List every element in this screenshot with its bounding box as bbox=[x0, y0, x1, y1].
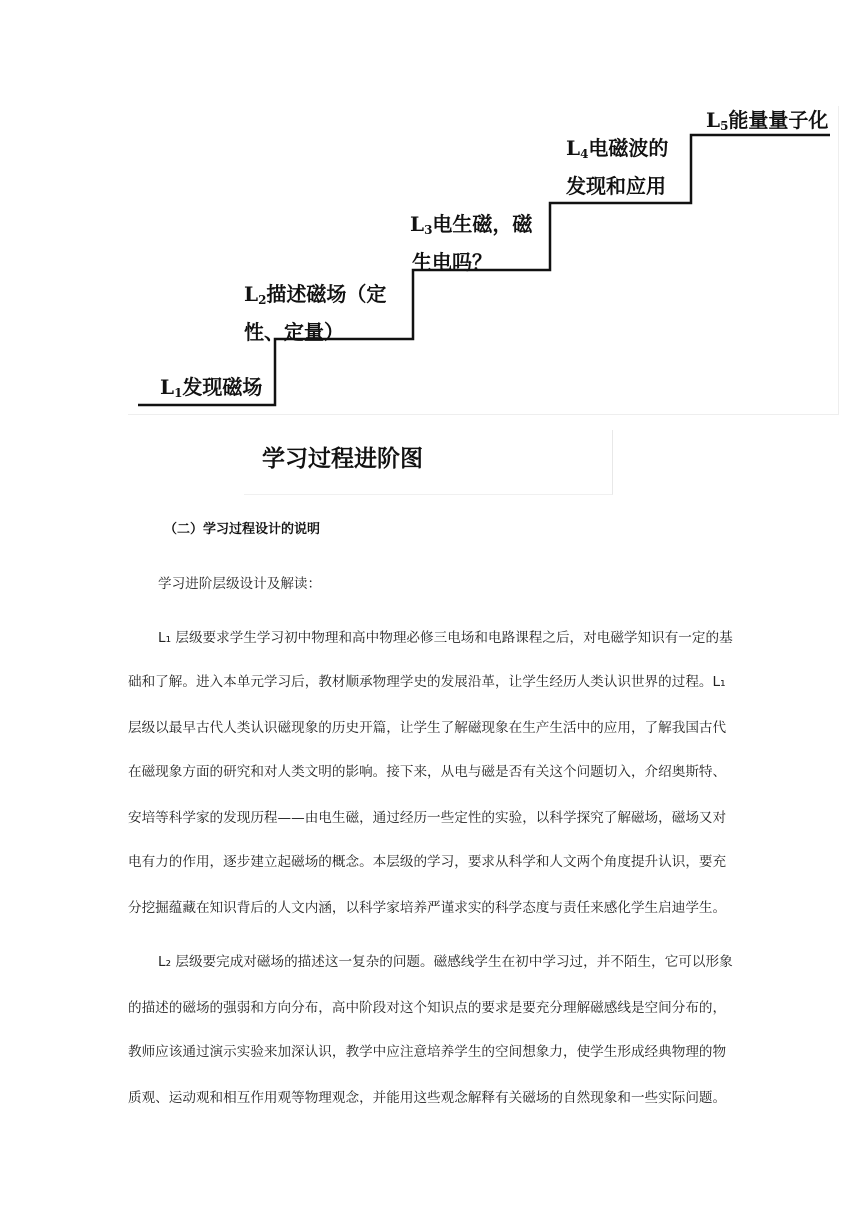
section-intro: 学习进阶层级设计及解读： bbox=[158, 576, 322, 592]
paragraph-line: L₂ 层级要完成对磁场的描述这一复杂的问题。磁感线学生在初中学习过，并不陌生，它可以形象 bbox=[158, 954, 733, 970]
diagram-caption: 学习过程进阶图 bbox=[262, 445, 423, 472]
section-title: （二）学习过程设计的说明 bbox=[164, 522, 321, 537]
staircase-diagram bbox=[128, 106, 839, 415]
paragraph-line: 质观、运动观和相互作用观等物理观念，并能用这些观念解释有关磁场的自然现象和一些实际问题。 bbox=[128, 1090, 727, 1106]
level-1-label: $L_1$发现磁场 bbox=[160, 375, 263, 400]
paragraph-line: L₁ 层级要求学生学习初中物理和高中物理必修三电场和电路课程之后，对电磁学知识有一定的基 bbox=[158, 630, 733, 646]
paragraph-line: 电有力的作用，逐步建立起磁场的概念。本层级的学习，要求从科学和人文两个角度提升认识，要充 bbox=[128, 854, 727, 870]
level-4-label: $L_4$电磁波的 发现和应用 bbox=[566, 136, 669, 198]
level-5-label: $L_5$能量量子化 bbox=[706, 108, 829, 133]
level-2-label: $L_2$描述磁场（定 性、定量） bbox=[244, 282, 387, 344]
paragraph-line: 教师应该通过演示实验来加深认识，教学中应注意培养学生的空间想象力，使学生形成经典物理的物 bbox=[128, 1044, 727, 1060]
paragraph-line: 层级以最早古代人类认识磁现象的历史开篇，让学生了解磁现象在生产生活中的应用，了解我国古代 bbox=[128, 720, 727, 736]
paragraph-line: 在磁现象方面的研究和对人类文明的影响。接下来，从电与磁是否有关这个问题切入，介绍奥斯特、 bbox=[128, 764, 727, 780]
paragraph-line: 分挖掘蕴藏在知识背后的人文内涵，以科学家培养严谨求实的科学态度与责任来感化学生启迪学生。 bbox=[128, 900, 727, 916]
paragraph-line: 安培等科学家的发现历程——由电生磁，通过经历一些定性的实验，以科学探究了解磁场，磁场又对 bbox=[128, 810, 727, 826]
diagram-caption-box bbox=[244, 430, 613, 495]
level-3-label: $L_3$电生磁，磁 生电吗？ bbox=[410, 212, 533, 274]
paragraph-line: 的描述的磁场的强弱和方向分布，高中阶段对这个知识点的要求是要充分理解磁感线是空间分布的， bbox=[128, 1000, 727, 1016]
paragraph-line: 础和了解。进入本单元学习后，教材顺承物理学史的发展沿革，让学生经历人类认识世界的过程。L₁ bbox=[128, 674, 726, 690]
